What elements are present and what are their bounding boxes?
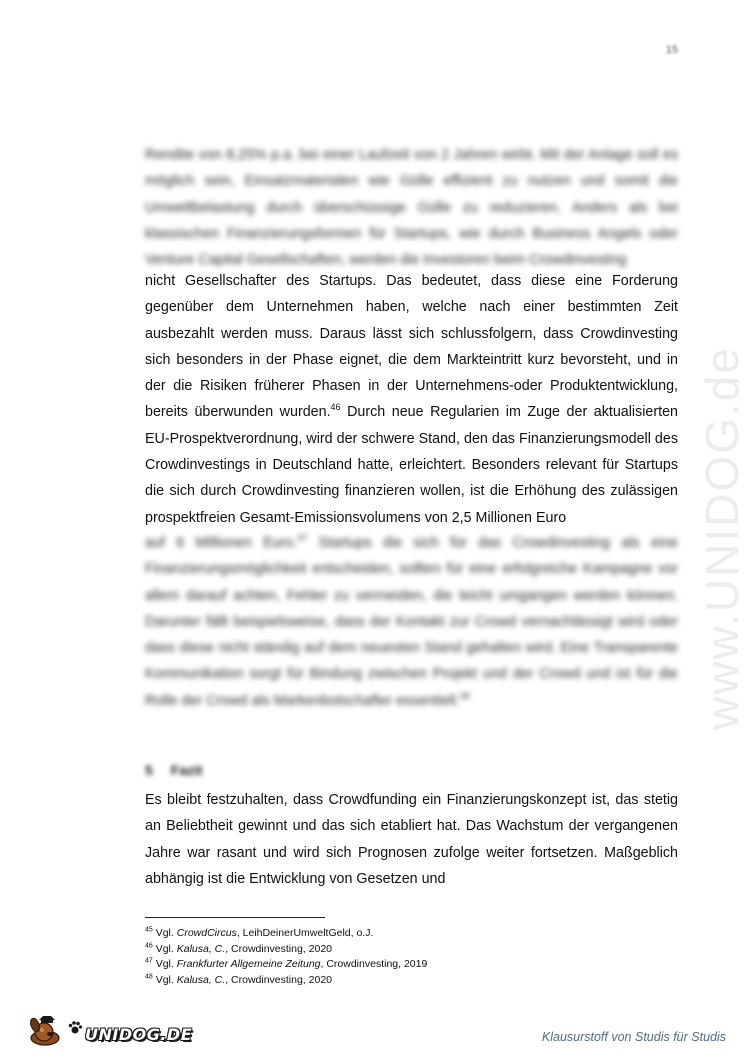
paragraph-top-blurred xyxy=(145,142,678,273)
footnote-ref-46[interactable]: 46 xyxy=(330,402,341,413)
paragraph-middle-text-b: Durch neue Regularien im Zuge der aktualisierten EU-Prospektverordnung, wird der schwere Stand, den das Finanzierungsmodell des Crowdinvestings in Deutschland hatte, erleichtert. Besonders relevant für Startups die sich durch Crowdinvesting finanzieren wollen, ist die Erhöhung des zulässigen prospektfreien Gesamt-Emissionsvolumens von 2,5 Millionen Euro xyxy=(145,404,678,526)
paragraph-bottom-text-a: auf 6 Millionen Euro. xyxy=(145,535,298,551)
watermark: www.UNIDOG.de xyxy=(696,346,748,730)
tagline: Klausurstoff von Studis für Studis xyxy=(541,1030,726,1044)
logo-text: UNIDOG.DE xyxy=(85,1025,193,1044)
footnote-item: $^{47}$ Vgl. Frankfurter Allgemeine Zeitung, Crowdinvesting, 2019 xyxy=(145,957,428,970)
footnote-item: $^{48}$ Vgl. Kalusa, C., Crowdinvesting, 2020 xyxy=(145,973,332,986)
footnote-ref-47[interactable]: 47 xyxy=(297,533,308,544)
section-heading xyxy=(145,762,221,778)
paw-icon xyxy=(67,1020,83,1036)
footnotes xyxy=(145,926,427,988)
footnote-ref-48[interactable]: 48 xyxy=(459,691,470,702)
unidog-logo[interactable] xyxy=(25,1012,193,1048)
paragraph-bottom-text-b: Startups die sich für das Crowdinvesting als eine Finanzierungsmöglichkeit entscheiden, sollten für eine erfolgreiche Kampagne vor allem darauf achten, Fehler zu vermeiden, die leicht umgangen werden können. Darunter fällt beispielsweise, dass der Kontakt zur Crowd vernachlässigt wird oder dass diese nicht ständig auf dem neuesten Stand gehalten wird. Eine Transparente Kommunikation sorgt für Bindung zwischen Projekt und der Crowd und ist für die Rolle der Crowd als Markenbotschafter essentiell. xyxy=(145,535,678,709)
footnote-divider xyxy=(145,917,325,918)
paragraph-middle xyxy=(145,268,678,531)
footnote-item: $^{45}$ Vgl. CrowdCircus, LeihDeinerUmweltGeld, o.J. xyxy=(145,926,374,939)
fazit-paragraph: Es bleibt festzuhalten, dass Crowdfunding ein Finanzierungskonzept ist, das stetig an Beliebtheit gewinnt und das sich etabliert hat. Das Wachstum der vergangenen Jahre war rasant und wird sich Prognosen zufolge weiter fortsetzen. Maßgeblich abhängig ist die Entwicklung von Gesetzen und xyxy=(145,792,678,887)
paragraph-top-text: Rendite von 8,25% p.a. bei einer Laufzeit von 2 Jahren wirbt. Mit der Anlage soll es möglich sein, Einsatzmaterialen wie Gülle effizient zu nutzen und somit die Umweltbelastung durch überschüssige Gülle zu reduzieren. Anders als bei klassischen Finanzierungsformen für Startups, wie durch Business Angels oder Venture Capital Gesellschaften, werden die Investoren beim Crowdinvesting xyxy=(145,147,678,269)
page-number: 15 xyxy=(665,44,678,56)
section-number: 5 xyxy=(145,762,153,778)
section-title: Fazit xyxy=(170,762,203,778)
footnote-item: $^{46}$ Vgl. Kalusa, C., Crowdinvesting, 2020 xyxy=(145,942,332,955)
dog-icon xyxy=(25,1012,65,1048)
paragraph-middle-text-a: nicht Gesellschafter des Startups. Das bedeutet, dass diese eine Forderung gegenüber dem Unternehmen haben, welche nach einer bestimmten Zeit ausbezahlt werden muss. Daraus lässt sich schlussfolgern, dass Crowdinvesting sich besonders in der Phase eignet, die dem Markteintritt kurz bevorsteht, und in der die Risiken früherer Phasen in der Unternehmens-oder Produktentwicklung, bereits überwunden wurden. xyxy=(145,273,678,421)
paragraph-bottom-blurred xyxy=(145,530,678,714)
